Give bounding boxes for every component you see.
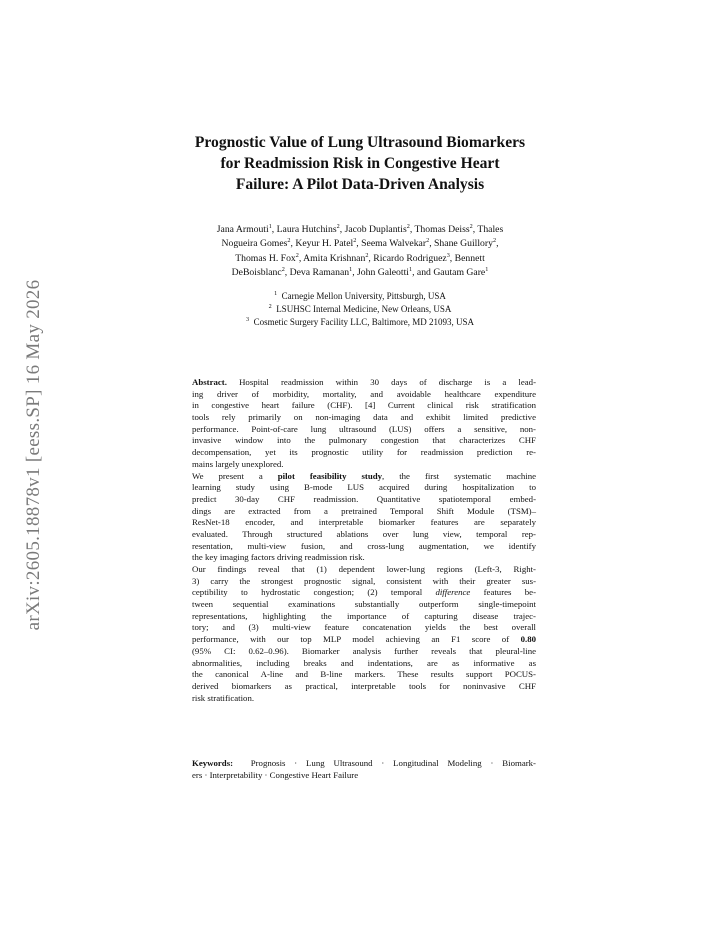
abstract-line: (95% CI: 0.62–0.96). Biomarker analysis further reveals that pleural-line [192,645,536,656]
abstract-line: ResNet-18 encoder, and interpretable biomarker features are separately [192,517,536,528]
author-name: , Laura Hutchins [271,224,337,235]
abstract-text: Hospital readmission within 30 days of discharge is a lead- [239,377,537,387]
author-affiliation-mark: 1 [408,265,413,273]
abstract-line: representations, highlighting the importance of capturing disease trajec- [192,610,536,621]
author-affiliation-mark: 3 [446,251,450,259]
author-name: , Jacob Duplantis [339,224,407,235]
author-name: , Shane Guillory [429,238,493,250]
author-affiliation-mark: 2 [287,237,291,245]
author-name: , Thales [472,224,504,235]
paper-title [140,132,580,195]
affiliation-text: Cosmetic Surgery Facility LLC, Baltimore, MD 21093, USA [253,317,474,328]
abstract-line: resentation, multi-view fusion, and cross-lung augmentation, we identify [192,540,536,551]
author-affiliation-mark: 1 [485,265,489,273]
affiliation-number: 3 [246,316,250,324]
author-name: Thomas H. Fox [235,252,296,264]
author-line [150,223,570,237]
abstract-line: in congestive heart failure (CHF). [4] Current clinical risk stratification [192,400,536,411]
author-name: , Deva Ramanan [284,266,350,278]
title-line: Failure: A Pilot Data-Driven Analysis [235,176,485,193]
author-list [150,223,570,280]
author-name: Jana Armouti [216,224,269,235]
affiliation-number: 2 [268,303,272,311]
author-affiliation-mark: 2 [426,237,430,245]
author-name: , Thomas Deiss [409,224,470,235]
abstract-line [192,634,536,646]
abstract-text: We present a [192,470,278,481]
affiliation-list [150,290,570,330]
title-line: for Readmission Risk in Congestive Heart [220,155,500,172]
abstract-line: performance. Point-of-care lung ultrasound (LUS) offers a sensitive, non- [192,423,536,434]
keywords [192,758,536,781]
author-name: DeBoisblanc [231,266,282,278]
author-affiliation-mark: 2 [365,251,369,259]
author-affiliation-mark: 1 [268,223,272,230]
abstract-line: tory; and (3) multi-view feature concatenation yields the best overall [192,622,536,633]
abstract-line: 3) carry the strongest prognostic signal, consistent with their greater sus- [192,575,536,586]
author-line [150,237,570,251]
abstract-line [192,471,536,483]
author-name: , Ricardo Rodriguez [368,252,447,264]
author-affiliation-mark: 1 [349,265,353,273]
abstract-line: evaluated. Through structured ablations over lung view, temporal rep- [192,528,536,539]
abstract-line: tools rely primarily on non-imaging data and exhibit limited predictive [192,412,536,423]
abstract-text: ceptibility to hydrostatic congestion; (2) temporal [192,587,436,598]
author-name: , and Gautam Gare [412,266,486,278]
abstract-line: invasive window into the pulmonary congestion that characterizes CHF [192,435,536,446]
keywords-label: Keywords: [192,758,234,768]
abstract-line [192,587,536,599]
author-line [150,252,570,266]
abstract-line: derived biomarkers as practical, interpretable tools for noninvasive CHF [192,680,536,691]
title-line: Prognostic Value of Lung Ultrasound Biomarkers [194,134,526,151]
author-line [150,266,570,280]
affiliation-text: LSUHSC Internal Medicine, New Orleans, USA [276,304,452,315]
abstract-line [192,377,536,389]
author-name: , John Galeotti [352,266,409,278]
abstract-line: tween sequential examinations substantially outperform single-timepoint [192,599,536,610]
author-name: , Keyur H. Patel [290,238,354,250]
author-affiliation-mark: 2 [469,223,473,230]
abstract-line: learning study using B-mode LUS acquired during hospitalization to [192,482,536,493]
affiliation [150,290,570,303]
abstract-text: features be- [470,587,536,598]
author-name: , Bennett [449,252,485,264]
author-affiliation-mark: 2 [336,223,340,230]
abstract-line: the key imaging factors driving readmission risk. [192,552,365,563]
author-affiliation-mark: 2 [406,223,410,230]
abstract-line: the canonical A-line and B-line markers. These results support POCUS- [192,669,536,680]
keywords-line [192,758,536,770]
author-name: , Amita Krishnan [298,252,366,264]
abstract-emphasis: difference [435,587,471,598]
abstract-line: predict 30-day CHF readmission. Quantitative spatiotemporal embed- [192,493,536,504]
keywords-text: Prognosis · Lung Ultrasound · Longitudinal Modeling · Biomark- [250,758,536,768]
abstract-label: Abstract. [192,377,227,387]
abstract [192,377,536,704]
abstract-text: , the first systematic machine [382,470,536,481]
affiliation [150,316,570,329]
abstract-emphasis: 0.80 [520,634,536,645]
author-affiliation-mark: 2 [492,237,497,245]
keywords-line: ers · Interpretability · Congestive Heart Failure [192,769,359,780]
abstract-line: ing driver of morbidity, mortality, and avoidable healthcare expenditure [192,388,536,399]
abstract-line: Our findings reveal that (1) dependent lower-lung regions (Left-3, Right- [192,564,536,574]
abstract-line: mains largely unexplored. [192,458,284,469]
author-affiliation-mark: 2 [281,265,285,273]
author-affiliation-mark: 2 [295,251,299,259]
affiliation [150,303,570,316]
abstract-line: decompensation, yet its prognostic utility for readmission prediction re- [192,447,536,458]
author-affiliation-mark: 2 [353,237,357,245]
affiliation-number: 1 [274,290,278,297]
abstract-line: risk stratification. [192,692,255,703]
author-separator: , [496,238,499,250]
abstract-line: abnormalities, including breaks and indentations, are as informative as [192,657,536,668]
arxiv-identifier-text: arXiv:2605.18878v1 [eess.SP] 16 May 2026 [23,279,44,631]
author-name: Nogueira Gomes [221,238,288,250]
author-name: , Seema Walvekar [356,238,427,250]
abstract-emphasis: pilot feasibility study [277,470,383,481]
abstract-line: dings are extracted from a pretrained Temporal Shift Module (TSM)– [192,505,536,516]
arxiv-identifier-stamp [14,250,54,660]
abstract-text: performance, with our top MLP model achieving an F1 score of [192,634,521,645]
affiliation-text: Carnegie Mellon University, Pittsburgh, USA [281,291,446,301]
